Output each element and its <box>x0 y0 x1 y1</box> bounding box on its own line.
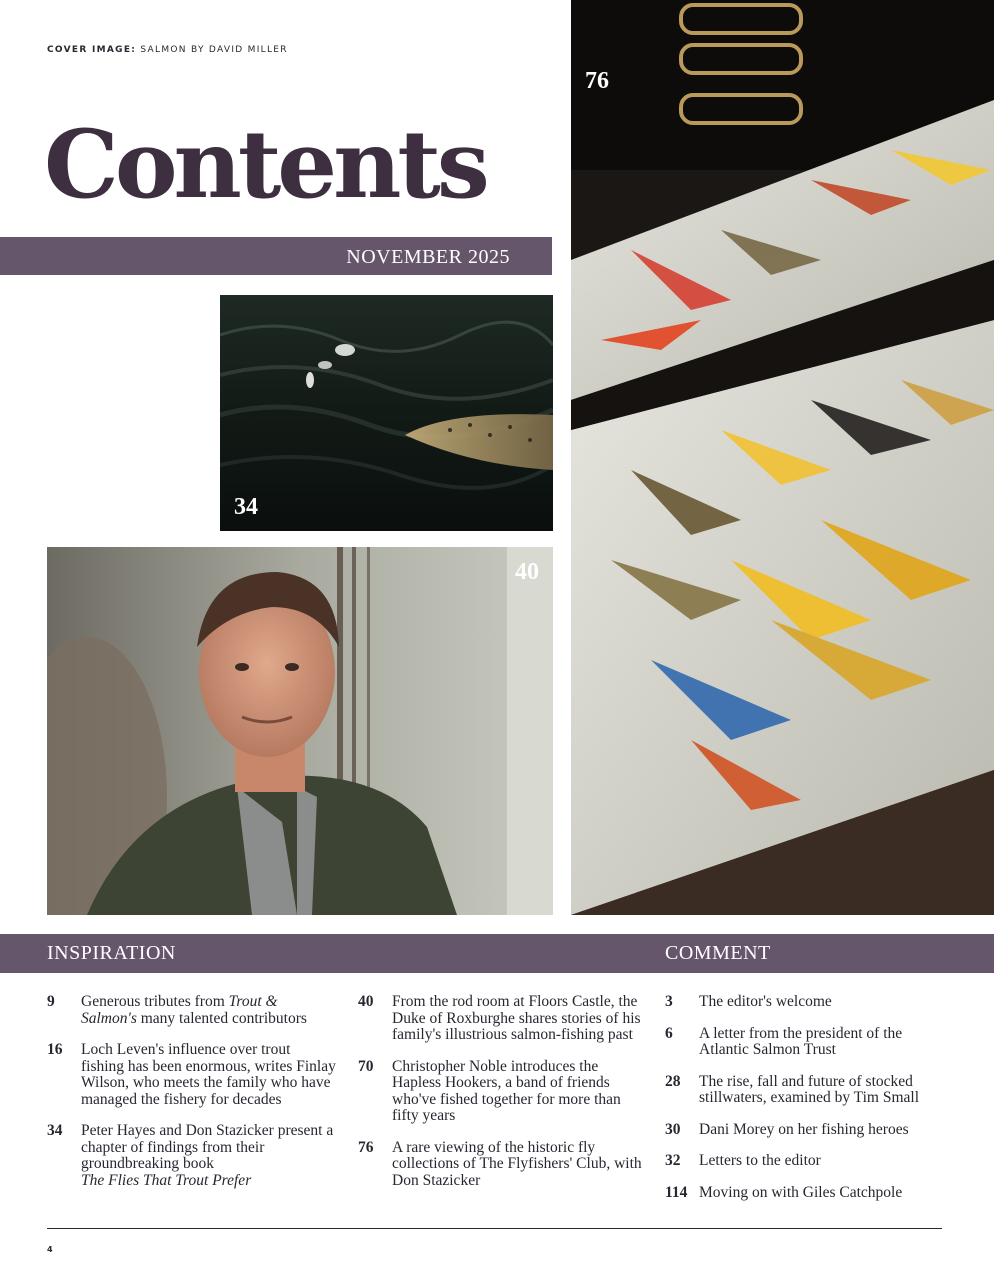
entry-text: Loch Leven's influence over trout fishing has been enormous, writes Finlay Wilson, who meets the family who have managed the fishery for decades <box>81 1041 336 1108</box>
entry-page-number: 30 <box>665 1120 681 1138</box>
issue-date-band <box>0 237 552 275</box>
entry-page-number: 6 <box>665 1024 673 1042</box>
photo-page-number: 76 <box>585 68 609 94</box>
contents-entry[interactable] <box>665 1074 955 1107</box>
entry-page-number: 40 <box>358 993 374 1010</box>
trout-photo-illustration <box>220 295 553 531</box>
entry-text: The editor's welcome <box>699 993 832 1010</box>
entry-text: Letters to the editor <box>699 1152 821 1169</box>
entry-text: Moving on with Giles Catchpole <box>699 1183 903 1201</box>
entry-text: Peter Hayes and Don Stazicker present a chapter of findings from their groundbreaking book The Flies That Trout Prefer <box>81 1122 334 1189</box>
entry-page-number: 28 <box>665 1072 681 1090</box>
contents-entry[interactable] <box>47 1042 337 1108</box>
page-title: Contents <box>44 110 486 220</box>
contents-entry[interactable] <box>665 1026 955 1059</box>
entry-page-number: 34 <box>47 1122 63 1139</box>
contents-entry[interactable] <box>665 1185 955 1202</box>
cover-credit-text: SALMON BY DAVID MILLER <box>140 45 288 55</box>
entry-page-number: 9 <box>47 993 55 1010</box>
contents-entry[interactable] <box>358 1140 648 1190</box>
entry-text: Generous tributes from Trout & Salmon's many talented contributors <box>81 993 307 1027</box>
section-title-comment: COMMENT <box>665 942 771 964</box>
entry-page-number: 32 <box>665 1152 681 1169</box>
entry-text: A letter from the president of the Atlantic Salmon Trust <box>699 1024 903 1058</box>
photo-page-number: 34 <box>234 494 258 520</box>
entry-page-number: 114 <box>665 1183 688 1201</box>
contents-entry[interactable] <box>47 994 337 1027</box>
fly-collection-illustration <box>571 0 994 915</box>
entry-page-number: 16 <box>47 1041 63 1058</box>
entry-text: Christopher Noble introduces the Hapless Hookers, a band of friends who've fished together for more than fifty years <box>392 1057 621 1124</box>
entry-page-number: 3 <box>665 993 673 1010</box>
entry-text: A rare viewing of the historic fly collections of The Flyfishers' Club, with Don Stazicker <box>392 1138 642 1189</box>
inspiration-column-2 <box>358 994 648 1204</box>
contents-entry[interactable] <box>358 994 648 1044</box>
cover-credit-label: COVER IMAGE: <box>47 45 137 55</box>
photo-salmon-fly-collection[interactable] <box>571 0 994 915</box>
contents-entry[interactable] <box>358 1059 648 1125</box>
inspiration-column-1 <box>47 994 337 1204</box>
contents-entry[interactable] <box>665 1122 955 1139</box>
entry-page-number: 70 <box>358 1057 374 1075</box>
photo-portrait-man[interactable] <box>47 547 553 915</box>
page-folio: 4 <box>47 1245 53 1254</box>
issue-date: NOVEMBER 2025 <box>346 246 510 268</box>
comment-column <box>665 994 955 1216</box>
entry-page-number: 76 <box>358 1138 374 1156</box>
contents-entry[interactable] <box>47 1123 337 1189</box>
entry-text: From the rod room at Floors Castle, the Duke of Roxburghe shares stories of his family's illustrious salmon-fishing past <box>392 993 641 1043</box>
entry-text: Dani Morey on her fishing heroes <box>699 1120 909 1138</box>
contents-entry[interactable] <box>665 1153 955 1170</box>
footer-rule <box>47 1228 942 1229</box>
contents-entry[interactable] <box>665 994 955 1011</box>
photo-trout-in-water[interactable] <box>220 295 553 531</box>
cover-credit <box>47 45 288 55</box>
portrait-photo-illustration <box>47 547 553 915</box>
photo-page-number: 40 <box>515 559 539 585</box>
section-title-inspiration: INSPIRATION <box>47 942 176 964</box>
entry-text: The rise, fall and future of stocked stillwaters, examined by Tim Small <box>699 1072 920 1106</box>
